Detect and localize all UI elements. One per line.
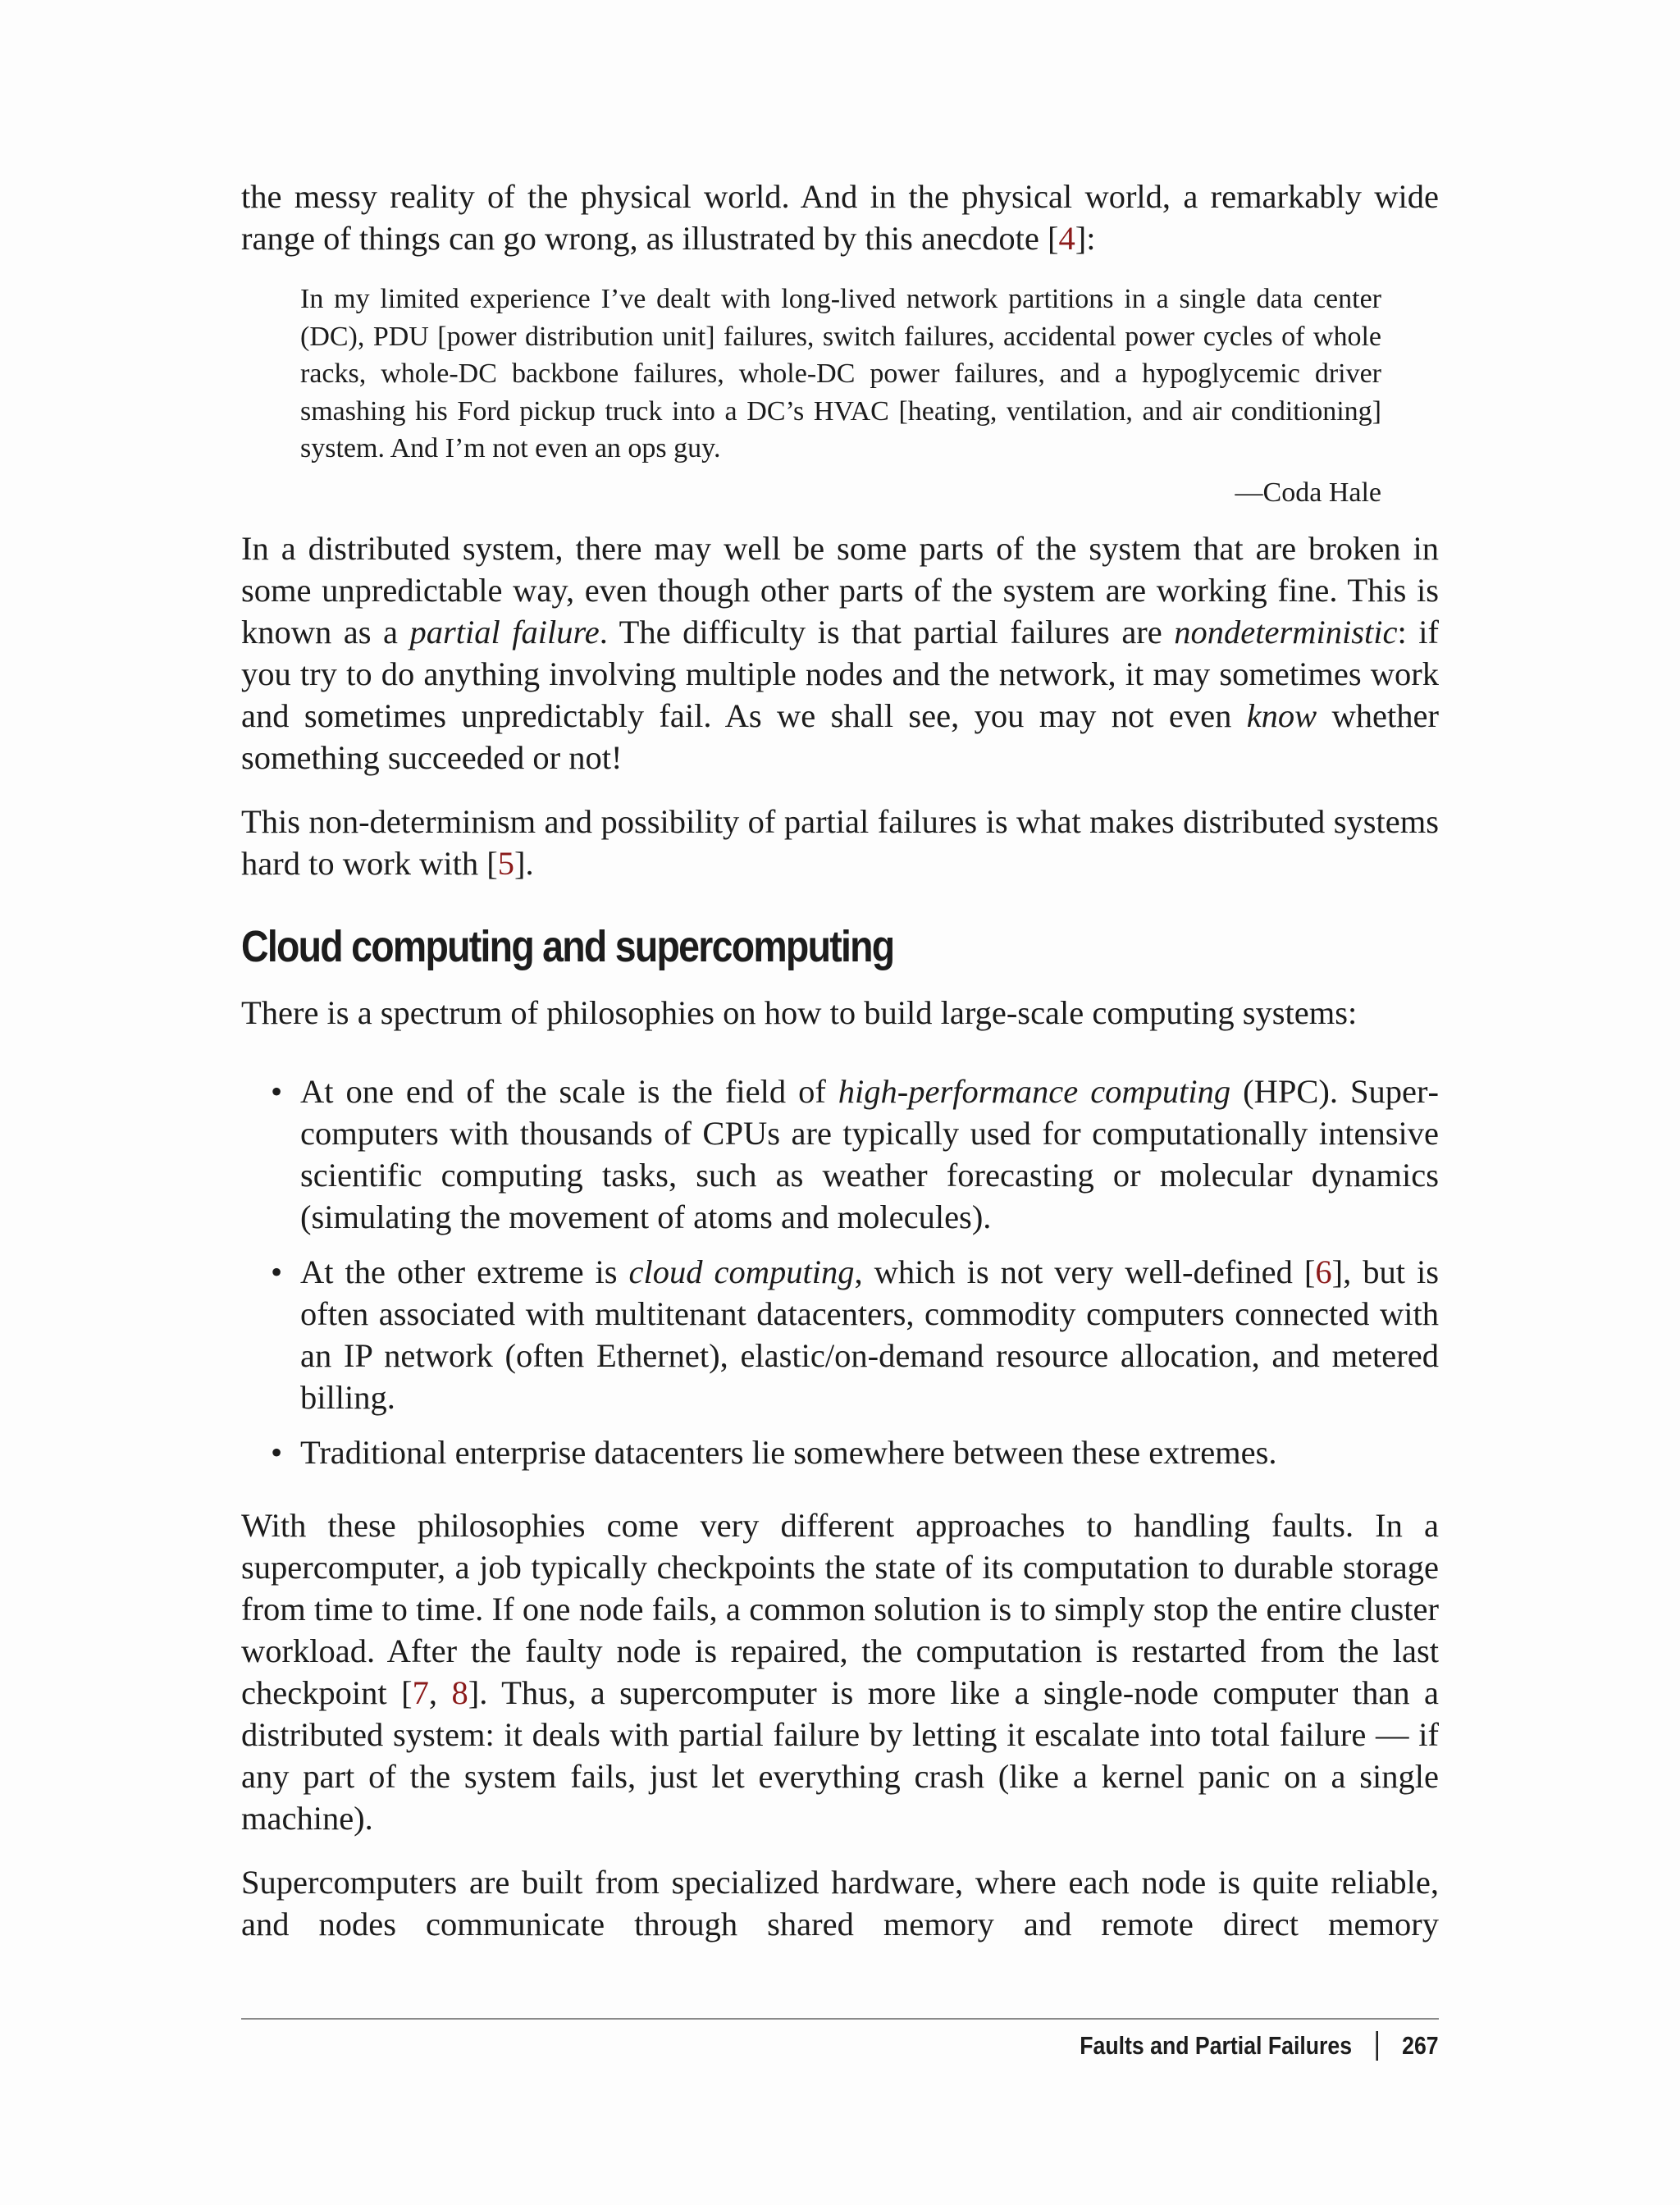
text-run: . The difficulty is that partial failures are [599,614,1175,651]
bullet-marker: • [271,1253,283,1290]
text-run: This non-determinism and possibility of partial failures is what makes distributed systems hard to work with [241,803,1439,882]
term-know: know [1246,697,1317,734]
text-run: whether something succeeded or not! [241,697,1439,776]
text-run: At the other extreme is [300,1253,629,1290]
paragraph-nondeterminism [241,801,1439,884]
philosophy-list [241,1071,1439,1473]
term-cloud-computing: cloud computing [628,1253,855,1290]
quote-attribution: —Coda Hale [1235,477,1381,508]
ref-bracket-open: [ [1048,220,1059,257]
reference-link-8[interactable]: 8 [451,1674,468,1711]
term-partial-failure: partial failure [409,614,600,651]
nondeterminism-text [241,801,1439,884]
text-run: , which is not very well-defined [854,1253,1304,1290]
paragraph-spectrum [241,992,1439,1034]
ref-bracket-close: ]. [514,845,534,882]
paragraph-fault-approaches [241,1504,1439,1839]
block-quote [300,281,1381,511]
text-run: (HPC). Supercomputers with thousands of CPUs are typically used for computationally intensive scientific computing tasks, such as weather forecasting or molecular dynamics (simulating the movement of atoms and molecules). [300,1073,1439,1235]
page-number: 267 [1402,2031,1439,2060]
intro-text [241,176,1439,259]
ref-separator: , [428,1674,452,1711]
text-run: , but is often associated with multitenant datacenters, commodity computers connected with an IP network (often Ethernet), elastic/on-demand resource allocation, and metered billing. [300,1253,1439,1416]
bullet-list [241,1071,1439,1473]
list-item-cloud [241,1251,1439,1418]
text-run: With these philosophies come very different approaches to handling faults. In a supercomputer, a job typically checkpoints the state of its computation to durable storage from time to time. If one node fails, a common solution is to simply stop the entire cluster workload. After the faulty node is repaired, the computation is restarted from the last checkpoint [241,1507,1439,1711]
text-run: : if you try to do anything involving multiple nodes and the network, it may sometimes work and sometimes unpredictably fail. As we shall see, you may not even [241,614,1440,734]
footer-rule [241,2018,1439,2020]
text-run: . Thus, a supercomputer is more like a single-node computer than a distributed system: it deals with partial failure by letting it escalate into total failure — if any part of the system fails, just let everything crash (like a kernel panic on a single machine). [241,1674,1440,1837]
ref-bracket-open: [ [401,1674,413,1711]
reference-link-6[interactable]: 6 [1315,1253,1332,1290]
reference-link-5[interactable]: 5 [497,845,514,882]
term-hpc: high-performance computing [838,1073,1231,1110]
list-item-hpc [241,1071,1439,1238]
reference-link-4[interactable]: 4 [1058,220,1075,257]
intro-sentence: the messy reality of the physical world. And in the physical world, a remarkably wide range of things can go wrong, as illustrated by this anecdote [241,178,1439,257]
ref-bracket-close: ] [1331,1253,1344,1290]
supercomputers-text: Supercomputers are built from specialized hardware, where each node is quite reliable, and nodes communicate through shared memory and remote direct memory [241,1864,1439,1942]
bullet-marker: • [271,1434,283,1471]
bullet-marker: • [271,1073,283,1110]
running-footer [1080,2029,1439,2062]
reference-link-7[interactable]: 7 [412,1674,429,1711]
paragraph-partial-failure [241,527,1439,778]
fault-approaches-text [241,1504,1439,1839]
text-run: In a distributed system, there may well be some parts of the system that are broken in some unpredictable way, even though other parts of the system are working fine. This is known as a [241,530,1439,651]
text-run: Traditional enterprise datacenters lie somewhere between these extremes. [300,1434,1277,1471]
section-heading: Cloud computing and supercomputing [241,922,894,971]
footer-section-title: Faults and Partial Failures [1080,2031,1353,2060]
ref-bracket-open: [ [486,845,498,882]
paragraph-supercomputers [241,1861,1439,1945]
list-item-enterprise [241,1431,1439,1473]
term-nondeterministic: nondeterministic [1174,614,1398,651]
ref-bracket-close: ] [468,1674,480,1711]
ref-bracket-close: ]: [1075,220,1096,257]
text-run: At one end of the scale is the field of [300,1073,838,1110]
partial-failure-text [241,527,1439,778]
footer-separator [1376,2031,1379,2061]
section-heading-container [241,920,1439,973]
ref-bracket-open: [ [1303,1253,1316,1290]
spectrum-text: There is a spectrum of philosophies on how to build large-scale computing systems: [241,994,1358,1031]
paragraph-intro [241,176,1439,259]
quote-text: In my limited experience I’ve dealt with long-lived network partitions in a single data center (DC), PDU [power distribution unit] failures, switch failures, accidental power cycles of whole racks, whole-DC backbone failures, whole-DC power failures, and a hypoglycemic driver smashing his Ford pickup truck into a DC’s HVAC [heating, ventilation, and air conditioning] system. And I’m not even an ops guy. [300,284,1381,463]
